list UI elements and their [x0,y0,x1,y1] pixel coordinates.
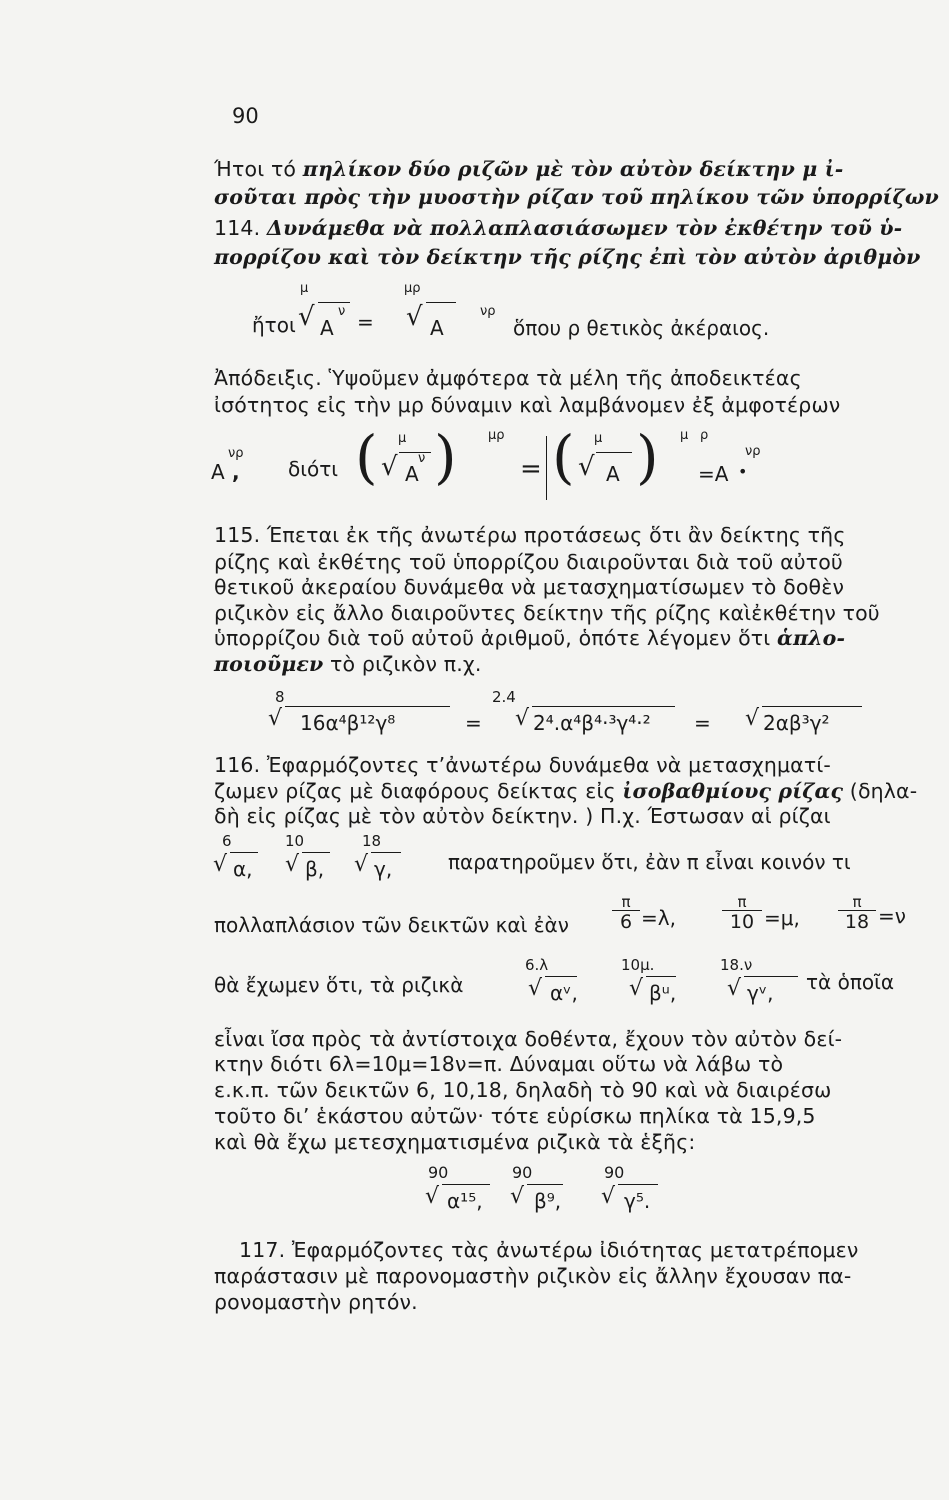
result: =A [698,462,729,486]
text-line: Ἀπόδειξις. Ὑψοῦμεν ἀμφότερα τὰ μέλη τῆς ἀποδεικτέας [214,366,802,390]
emphasis-text: Δυνάμεθα νὰ πολλαπλασιάσωμεν τὸν ἐκθέτην τοῦ ὑ- [266,216,903,240]
equals-value: =λ, [641,906,676,930]
denominator: 6 [612,910,640,933]
vinculum [527,1184,563,1185]
exponent: νρ [480,304,496,319]
vinculum [426,302,456,303]
vinculum [285,706,450,707]
bracket-line [546,436,547,500]
close-parenthesis-icon: ) [636,423,659,491]
vinculum [762,706,862,707]
fraction [612,894,640,933]
text-line: ριζικὸν εἰς ἄλλο διαιροῦντες δείκτην τῆς ρίζης καὶἐκθέτην τοῦ [214,601,880,625]
emphasis-text: πηλίκον δύο ριζῶν μὲ τὸν αὐτὸν δείκτην μ ἰ- [302,157,844,181]
denominator: 18 [838,910,876,933]
vinculum [371,852,401,853]
radicand: γᵛ, [747,981,774,1005]
radicand: A [320,316,334,340]
radicand: β, [305,857,325,881]
radical-index: 18 [362,832,382,850]
text-line: ἰσότητος εἰς τὴν μρ δύναμιν καὶ λαμβάνομεν ἐξ ἀμφοτέρων [214,393,841,417]
denominator: 10 [722,910,762,933]
radical-sign-icon: √ [285,852,300,877]
radical-index: μ [300,281,309,296]
radical-sign-icon: √ [354,852,369,877]
radicand: A [606,462,620,486]
radical-index: 90 [604,1163,625,1182]
radical-index: 10 [285,832,305,850]
equation-tail: ὅπου ρ θετικὸς ἀκέραιος. [513,316,770,340]
fraction [838,894,876,933]
radical-sign-icon: √ [268,706,283,731]
numerator: π [621,893,631,911]
page-number: 90 [232,104,259,128]
text-run: (δηλα- [843,779,918,803]
exponent: ν [418,451,426,466]
exponent: νρ [745,444,761,459]
equals-sign: = [694,711,711,735]
text-line: καὶ θὰ ἔχω μετεσχηματισμένα ριζικὰ τὰ ἑξῆς: [214,1130,696,1154]
section-117-line: 117. Ἐφαρμόζοντες τὰς ἀνωτέρω ἰδιότητας μετατρέπομεν [239,1238,859,1262]
radical-index: 10μ. [621,956,655,974]
close-parenthesis-icon: ) [434,423,457,491]
numerator: π [852,893,862,911]
vinculum [230,852,258,853]
emphasis-text: ἰσοβαθμίους ρίζας [622,779,844,803]
vinculum [442,1184,490,1185]
equals-value: =μ, [764,906,800,930]
radicand: α, [233,857,253,881]
emphasis-line: πορρίζου καὶ τὸν δείκτην τῆς ρίζης ἐπὶ τὸν αὐτὸν ἀριθμὸν [214,245,921,269]
vinculum [532,706,675,707]
radicand: A [430,316,444,340]
text-line: ρονομαστὴν ρητόν. [214,1290,418,1314]
text-line [214,625,914,651]
vinculum [744,976,798,977]
vinculum [302,852,330,853]
emphasis-text: ποιοῦμεν [214,652,324,676]
open-parenthesis-icon: ( [552,423,575,491]
radical-sign-icon: √ [727,976,742,1001]
section-114-line [214,215,914,241]
radical-sign-icon: √ [629,976,644,1001]
text-line [214,156,914,182]
vinculum [318,302,350,303]
outer-exponent: μρ [488,428,505,443]
text-run: ὑπορρίζου διὰ τοῦ αὐτοῦ ἀριθμοῦ, ὁπότε λέγομεν ὅτι [214,626,778,650]
text-line: δὴ εἰς ρίζας μὲ τὸν αὐτὸν δείκτην. ) Π.χ. Έστωσαν αἱ ρίζαι [214,804,831,828]
equation-tail: τὰ ὁποῖα [806,970,895,994]
section-115-line: 115. Έπεται ἐκ τῆς ἀνωτέρω προτάσεως ὅτι ἂν δείκτης τῆς [214,523,846,547]
text-line: ρίζης καὶ ἐκθέτης τοῦ ὑπορρίζου διαιροῦνται διὰ τοῦ αὐτοῦ [214,550,843,574]
radical-index: 6 [222,832,232,850]
text-line: κτην διότι 6λ=10μ=18ν=π. Δύναμαι οὕτω νὰ λάβω τὸ [214,1052,784,1076]
radicand: A [405,462,419,486]
section-116-line: 116. Ἐφαρμόζοντες τ’ἀνωτέρω δυνάμεθα νὰ μετασχηματί- [214,753,831,777]
radical-sign-icon: √ [578,452,595,482]
text-line: ε.κ.π. τῶν δεικτῶν 6, 10,18, δηλαδὴ τὸ 90 καὶ νὰ διαιρέσω [214,1078,832,1102]
text-line: τοῦτο δι’ ἑκάστου αὐτῶν· τότε εὑρίσκω πηλίκα τὰ 15,9,5 [214,1104,816,1128]
outer-exponent: μ [680,428,689,443]
radical-index: 6.λ [525,956,549,974]
exponent: νρ [228,446,244,461]
radical-index: 18.ν [720,956,753,974]
text-line [214,778,918,804]
text-run: Ήτοι τό [214,157,303,181]
radical-sign-icon: √ [406,302,423,332]
vinculum [399,452,431,453]
radical-sign-icon: √ [213,852,228,877]
radical-sign-icon: √ [515,706,530,731]
radical-index: μ [594,431,603,446]
radical-sign-icon: √ [528,976,543,1001]
radicand: 2αβ³γ² [763,711,830,735]
radicand: γ, [374,857,393,881]
vinculum [545,976,577,977]
text-line: εἶναι ἴσα πρὸς τὰ ἀντίστοιχα δοθέντα, ἔχουν τὸν αὐτὸν δεί- [214,1027,843,1051]
fraction [722,894,762,933]
vinculum [646,976,676,977]
text-line [214,651,914,677]
radicand: αᵛ, [550,981,578,1005]
word-dioti: διότι [288,457,339,481]
radical-index: μρ [404,281,421,296]
radical-sign-icon: √ [601,1184,616,1209]
exponent: ν [338,304,346,319]
equals-sign: = [520,454,542,484]
outer-exponent: ρ [700,428,709,443]
radical-sign-icon: √ [425,1184,440,1209]
numerator: π [737,893,747,911]
equation-lead: θὰ ἔχωμεν ὅτι, τὰ ριζικὰ [214,973,464,997]
text-run: ζωμεν ρίζας μὲ διαφόρους δείκτας εἰς [214,779,623,803]
base: A [211,460,225,484]
radicand: 2⁴.α⁴β⁴·³γ⁴·² [533,711,651,735]
period-dot: • [738,462,748,481]
radicand: 16α⁴β¹²γ⁸ [300,711,396,735]
text-line: θετικοῦ ἀκεραίου δυνάμεθα νὰ μετασχηματίσωμεν τὸ δοθὲν [214,575,845,599]
equation-lead: πολλαπλάσιον τῶν δεικτῶν καὶ ἐὰν [214,913,569,937]
open-parenthesis-icon: ( [355,423,378,491]
radical-index: 90 [428,1163,449,1182]
radical-sign-icon: √ [510,1184,525,1209]
text-line: παράστασιν μὲ παρονομαστὴν ριζικὸν εἰς ἄλλην ἔχουσαν πα- [214,1264,852,1288]
radical-index: μ [398,431,407,446]
radical-index: 90 [512,1163,533,1182]
radicand: βᵘ, [649,981,677,1005]
equation-text: παρατηροῦμεν ὅτι, ἐὰν π εἶναι κοινόν τι [448,850,851,874]
radical-index: 2.4 [492,688,516,706]
equals-value: =ν [878,904,906,928]
equals-sign: = [465,711,482,735]
radical-sign-icon: √ [381,452,398,482]
equals-sign: = [357,310,374,334]
text-run: τὸ ριζικὸν π.χ. [323,652,482,676]
comma: , [232,460,240,484]
radical-sign-icon: √ [298,302,315,332]
radical-index: 8 [275,688,285,706]
radicand: γ⁵. [624,1189,651,1213]
emphasis-line: σοῦται πρὸς τὴν μυοστὴν ρίζαν τοῦ πηλίκου τῶν ὑπορρίζων [214,185,939,209]
vinculum [596,452,632,453]
radicand: α¹⁵, [447,1189,483,1213]
section-number: 114. [214,216,261,240]
radicand: β⁹, [534,1189,562,1213]
emphasis-text: ἁπλο- [777,626,846,650]
radical-sign-icon: √ [745,706,760,731]
vinculum [618,1184,658,1185]
equation-lead: ἤτοι [252,313,296,337]
